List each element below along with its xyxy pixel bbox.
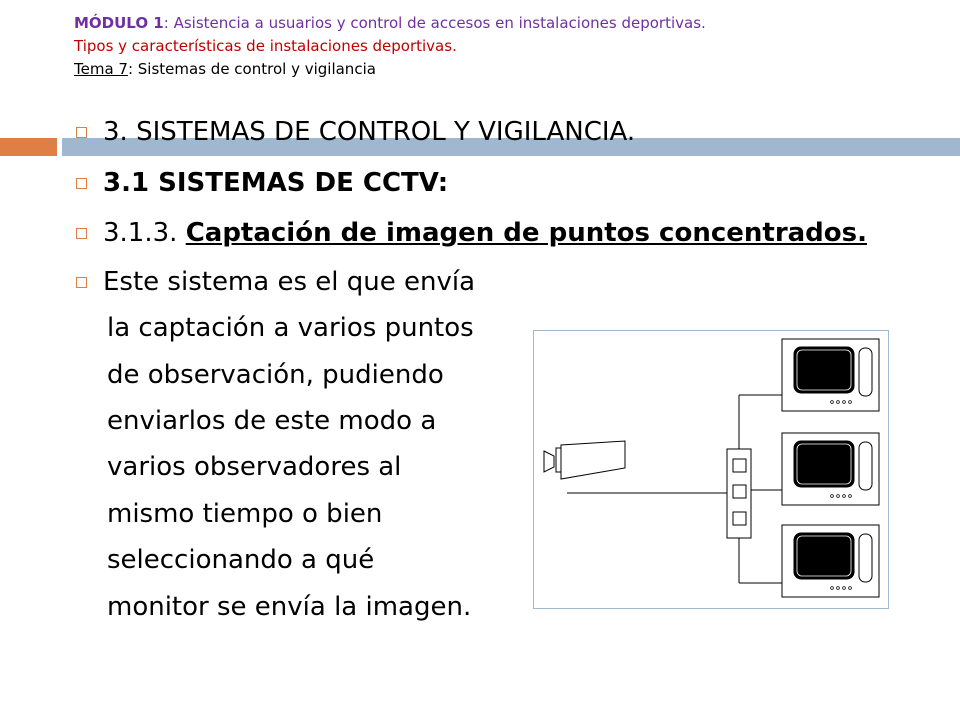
square-bullet-icon <box>76 178 87 189</box>
module-title: Asistencia a usuarios y control de accesos en instalaciones deportivas. <box>168 14 706 32</box>
bullet-prefix: 3.1.3. <box>103 218 186 248</box>
cctv-diagram-svg <box>534 331 890 610</box>
square-bullet-icon <box>76 277 87 288</box>
topic-label: Tema 7 <box>74 60 128 78</box>
bullet-continuation: de observación, pudiendo <box>107 360 444 390</box>
switcher-port <box>733 459 746 472</box>
monitor-side-panel <box>859 442 872 490</box>
monitor-icon <box>782 339 879 411</box>
monitor-side-panel <box>859 348 872 396</box>
monitor-side-panel <box>859 534 872 582</box>
bullet-continuation: seleccionando a qué <box>107 545 375 575</box>
bullet-item <box>76 267 475 297</box>
bullet-continuation: monitor se envía la imagen. <box>107 592 472 622</box>
bullet-text: 3. SISTEMAS DE CONTROL Y VIGILANCIA. <box>103 117 636 147</box>
bullet-item <box>76 218 867 248</box>
topic-title: : Sistemas de control y vigilancia <box>127 60 376 78</box>
bullet-text: 3.1 SISTEMAS DE CCTV: <box>103 168 449 198</box>
bullet-text <box>103 218 867 248</box>
square-bullet-icon <box>76 228 87 239</box>
bullet-text: Este sistema es el que envía <box>103 267 476 297</box>
camera-icon <box>544 441 625 479</box>
cctv-diagram <box>533 330 889 609</box>
camera-body <box>561 441 625 479</box>
monitor-screen-inner <box>797 444 851 484</box>
bullet-continuation: varios observadores al <box>107 452 402 482</box>
module-colon: : <box>163 14 169 32</box>
monitor-screen-inner <box>797 350 851 390</box>
bullet-item <box>76 117 635 147</box>
bullet-continuation: mismo tiempo o bien <box>107 499 383 529</box>
bullet-continuation: la captación a varios puntos <box>107 313 474 343</box>
square-bullet-icon <box>76 127 87 138</box>
switcher-port <box>733 485 746 498</box>
monitor-screen-inner <box>797 536 851 576</box>
subtitle: Tipos y características de instalaciones deportivas. <box>74 37 457 55</box>
camera-lens <box>544 451 554 472</box>
switcher-port <box>733 512 746 525</box>
camera-front <box>556 448 561 472</box>
monitor-icon <box>782 525 879 597</box>
monitor-icon <box>782 433 879 505</box>
video-switcher-icon <box>727 449 751 538</box>
bullet-continuation: enviarlos de este modo a <box>107 406 437 436</box>
bullet-item <box>76 168 448 198</box>
bullet-underlined: Captación de imagen de puntos concentrados. <box>185 218 868 248</box>
module-label: MÓDULO 1 <box>74 14 164 32</box>
